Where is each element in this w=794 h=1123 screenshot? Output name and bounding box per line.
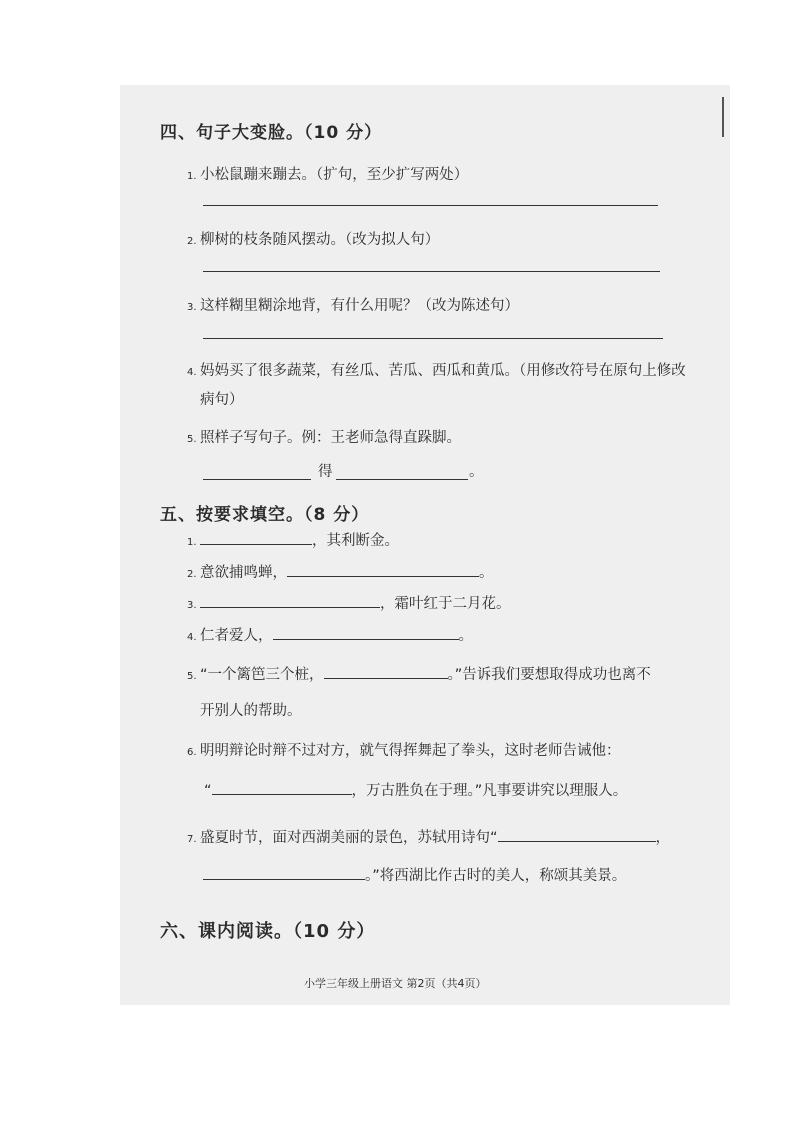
item-number: 1. bbox=[187, 537, 197, 548]
s5-blank-6[interactable] bbox=[212, 780, 352, 795]
s5-item-3 bbox=[187, 593, 511, 616]
s5-item-2 bbox=[187, 562, 494, 585]
item-number: 4. bbox=[187, 632, 197, 643]
page-footer: 小学三年级上册语文 第2页（共4页） bbox=[304, 977, 487, 990]
item-number: 3. bbox=[187, 600, 197, 611]
item-number: 1. bbox=[187, 171, 197, 182]
s5-item-4 bbox=[187, 625, 473, 648]
item-number: 2. bbox=[187, 569, 197, 580]
s4-item-3 bbox=[187, 296, 519, 318]
open-quote: “ bbox=[204, 783, 212, 799]
s5-blank-2[interactable] bbox=[287, 562, 479, 577]
item-text: 意欲捕鸣蝉， bbox=[200, 565, 287, 581]
item-text-end: ，万古胜负在于理。”凡事要讲究以理服人。 bbox=[351, 783, 628, 799]
item-text: “一个篱笆三个桩， bbox=[200, 667, 324, 683]
s4-answer-line-2[interactable] bbox=[203, 271, 660, 272]
s5-item-6 bbox=[187, 741, 621, 763]
s4-answer-line-1[interactable] bbox=[203, 205, 658, 206]
s5-blank-1[interactable] bbox=[200, 530, 312, 545]
s4-item-4 bbox=[187, 361, 686, 383]
item-text: 小松鼠蹦来蹦去。（扩句，至少扩写两处） bbox=[200, 167, 469, 183]
s5-blank-7a[interactable] bbox=[498, 827, 656, 842]
section-5-title: 五、按要求填空。（8 分） bbox=[160, 505, 370, 525]
item-text-end: 。”告诉我们要想取得成功也离不 bbox=[447, 667, 651, 683]
s4-answer-line-3[interactable] bbox=[203, 338, 663, 339]
s4-de-char: 得 bbox=[318, 464, 333, 480]
item-text: ，霜叶红于二月花。 bbox=[380, 596, 511, 612]
section-6-title: 六、课内阅读。（10 分） bbox=[160, 921, 376, 942]
section-4-title: 四、句子大变脸。（10 分） bbox=[160, 123, 383, 143]
s5-blank-4[interactable] bbox=[273, 625, 459, 640]
item-number: 7. bbox=[187, 834, 197, 845]
s4-blank-subject[interactable] bbox=[203, 479, 311, 480]
item-text: 明明辩论时辩不过对方，就气得挥舞起了拳头，这时老师告诫他： bbox=[200, 743, 621, 759]
item-number: 5. bbox=[187, 671, 197, 682]
s5-blank-5[interactable] bbox=[324, 664, 448, 679]
s5-item-1 bbox=[187, 530, 399, 553]
s5-blank-7b[interactable] bbox=[203, 865, 365, 880]
item-number: 4. bbox=[187, 367, 197, 378]
item-text: 妈妈买了很多蔬菜，有丝瓜、苦瓜、西瓜和黄瓜。（用修改符号在原句上修改 bbox=[200, 363, 686, 379]
item-number: 5. bbox=[187, 434, 197, 445]
s4-item-5 bbox=[187, 428, 461, 450]
item-text: 仁者爱人， bbox=[200, 628, 273, 644]
s4-item-2 bbox=[187, 230, 439, 252]
item-text: 柳树的枝条随风摆动。（改为拟人句） bbox=[200, 232, 440, 248]
item-text: 盛夏时节，面对西湖美丽的景色，苏轼用诗句“ bbox=[200, 830, 498, 846]
item-text-end: 。 bbox=[458, 628, 473, 644]
s4-period: 。 bbox=[469, 464, 484, 480]
item-number: 6. bbox=[187, 747, 197, 758]
item-text: 照样子写句子。例：王老师急得直跺脚。 bbox=[200, 430, 461, 446]
item-number: 2. bbox=[187, 236, 197, 247]
s5-item-7-cont bbox=[203, 865, 626, 886]
scan-edge-mark bbox=[722, 97, 724, 137]
item-text-end: 。”将西湖比作古时的美人，称颂其美景。 bbox=[365, 868, 627, 884]
s5-item-5-cont: 开别人的帮助。 bbox=[200, 703, 302, 719]
s4-blank-complement[interactable] bbox=[336, 479, 468, 480]
item-text: ，其利断金。 bbox=[312, 533, 399, 549]
item-text-end: 。 bbox=[479, 565, 494, 581]
s4-item-4-cont: 病句） bbox=[200, 392, 244, 408]
s5-item-6-cont bbox=[204, 780, 627, 801]
s5-item-7 bbox=[187, 827, 670, 850]
s5-blank-3[interactable] bbox=[200, 593, 380, 608]
item-number: 3. bbox=[187, 302, 197, 313]
s5-item-5 bbox=[187, 664, 651, 687]
item-text: 这样糊里糊涂地背，有什么用呢？（改为陈述句） bbox=[200, 298, 519, 314]
item-comma: ， bbox=[655, 830, 671, 846]
s4-item-1 bbox=[187, 165, 468, 187]
